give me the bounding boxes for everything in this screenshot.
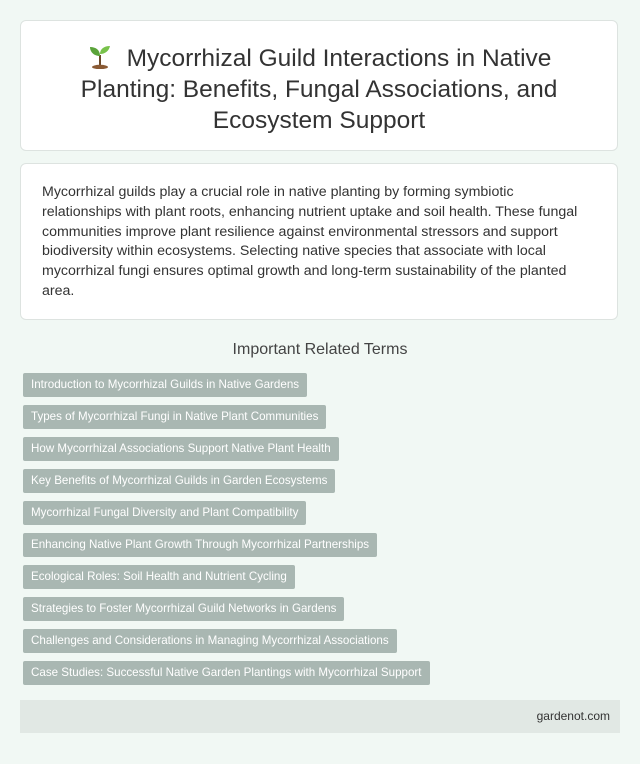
related-term-link[interactable]: Mycorrhizal Fungal Diversity and Plant Compatibility (23, 501, 306, 525)
related-term-link[interactable]: Ecological Roles: Soil Health and Nutrient Cycling (23, 565, 295, 589)
related-term-link[interactable]: Types of Mycorrhizal Fungi in Native Plant Communities (23, 405, 326, 429)
summary-card (20, 163, 618, 320)
related-term-link[interactable]: How Mycorrhizal Associations Support Native Plant Health (23, 437, 339, 461)
related-terms-list (23, 373, 623, 693)
seedling-icon (87, 43, 113, 69)
title-card (20, 20, 618, 151)
related-term-link[interactable]: Key Benefits of Mycorrhizal Guilds in Garden Ecosystems (23, 469, 335, 493)
page-title (21, 43, 617, 136)
related-term-link[interactable]: Strategies to Foster Mycorrhizal Guild Networks in Gardens (23, 597, 344, 621)
site-name: gardenot.com (536, 709, 610, 723)
related-terms-heading: Important Related Terms (232, 341, 408, 358)
footer (20, 700, 620, 733)
page-title-text: Mycorrhizal Guild Interactions in Native Planting: Benefits, Fungal Associations, and Ecosystem Support (80, 45, 558, 134)
related-term-link[interactable]: Case Studies: Successful Native Garden Plantings with Mycorrhizal Support (23, 661, 430, 685)
summary-text: Mycorrhizal guilds play a crucial role in native planting by forming symbiotic relationships with plant roots, enhancing nutrient uptake and soil health. These fungal communities improve plant resilience against environmental stressors and support biodiversity within ecosystems. Selecting native species that associate with local mycorrhizal fungi ensures optimal growth and long-term sustainability of the planted area. (42, 184, 578, 299)
related-term-link[interactable]: Challenges and Considerations in Managing Mycorrhizal Associations (23, 629, 397, 653)
related-term-link[interactable]: Introduction to Mycorrhizal Guilds in Native Gardens (23, 373, 307, 397)
related-term-link[interactable]: Enhancing Native Plant Growth Through Mycorrhizal Partnerships (23, 533, 377, 557)
